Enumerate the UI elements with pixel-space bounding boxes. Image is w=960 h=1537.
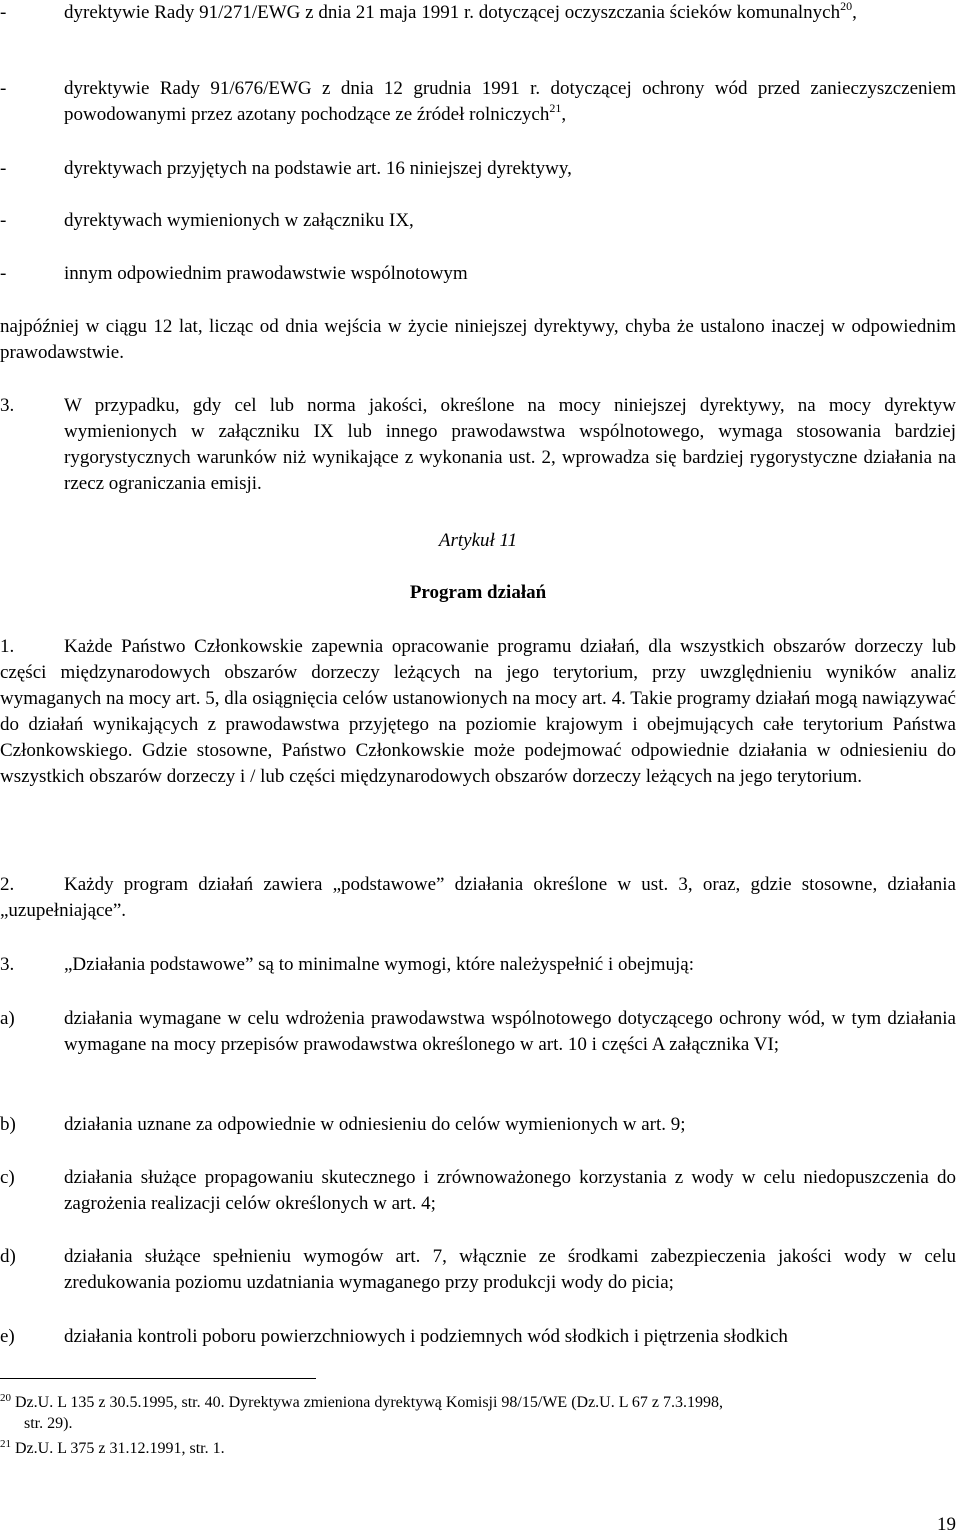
paragraph-text: Każdy program działań zawiera „podstawowe” działania określone w ust. 3, oraz, gdzie stosowne, działania „uzupełniające”. — [0, 874, 956, 921]
footnote-text: Dz.U. L 375 z 31.12.1991, str. 1. — [15, 1440, 225, 1457]
list-item — [0, 156, 956, 182]
footnote-text: Dz.U. L 135 z 30.5.1995, str. 40. Dyrektywa zmieniona dyrektywą Komisji 98/15/WE (Dz.U. L 67 z 7.3.1998, — [15, 1394, 724, 1411]
list-item — [0, 1006, 956, 1058]
list-item — [0, 1165, 956, 1217]
list-item — [0, 261, 956, 287]
paragraph-number: 1. — [0, 636, 15, 657]
article-paragraph-3 — [0, 952, 956, 978]
list-item-text: działania uznane za odpowiednie w odniesieniu do celów wymienionych w art. 9; — [64, 1114, 686, 1135]
paragraph-text: Każde Państwo Członkowskie zapewnia opracowanie programu działań, dla wszystkich obszarów dorzeczy lub części międzynarodowych obszarów dorzeczy leżących na jego terytorium, przy uwzględnieniu wyników analiz wymaganych na mocy art. 5, dla osiągnięcia celów ustanowionych na mocy art. 4. Takie programy działań mogą nawiązywać do działań wynikających z prawodawstwa przyjętego na poziomie krajowym i obejmujących całe terytorium Państwa Członkowskiego. Gdzie stosowne, Państwo Członkowskie może podejmować odpowiednie działania w odniesieniu do wszystkich obszarów dorzeczy i / lub części międzynarodowych obszarów dorzeczy leżących na jego terytorium. — [0, 636, 956, 787]
list-item-text: dyrektywie Rady 91/271/EWG z dnia 21 maja 1991 r. dotyczącej oczyszczania ścieków komunalnych — [64, 2, 841, 23]
paragraph-number: 2. — [0, 874, 15, 895]
list-marker: c) — [0, 1167, 15, 1188]
article-subtitle: Program działań — [409, 582, 547, 603]
paragraph-number: 3. — [0, 395, 15, 416]
list-marker: - — [0, 263, 7, 284]
footnote-text-continuation: str. 29). — [24, 1415, 73, 1432]
list-item — [0, 208, 956, 234]
paragraph-text: W przypadku, gdy cel lub norma jakości, określone na mocy niniejszej dyrektywy, na mocy dyrektyw wymienionych w załączniku IX lub innego prawodawstwa wspólnotowego, wymaga stosowania bardziej rygorystycznych warunków niż wynikające z wykonania ust. 2, wprowadza się bardziej rygorystyczne działania na rzecz ograniczania emisji. — [64, 395, 956, 494]
footnote — [0, 1392, 956, 1434]
list-marker: d) — [0, 1246, 16, 1267]
paragraph-deadline: najpóźniej w ciągu 12 lat, licząc od dnia wejścia w życie niniejszej dyrektywy, chyba że ustalono inaczej w odpowiednim prawodawstwie. — [0, 316, 956, 363]
article-paragraph-1 — [0, 634, 956, 790]
paragraph-number: 3. — [0, 954, 15, 975]
list-item-text: działania kontroli poboru powierzchniowych i podziemnych wód słodkich i piętrzenia słodkich — [64, 1326, 788, 1347]
list-marker: - — [0, 158, 7, 179]
footnote-ref[interactable]: 21 — [549, 101, 562, 115]
list-item: - dyrektywie Rady 91/676/EWG z dnia 12 grudnia 1991 r. dotyczącej ochrony wód przed zanieczyszczeniem powodowanymi przez azotany pochodzące ze źródeł rolniczych$^{21}$, — [0, 76, 956, 128]
list-marker: - — [0, 78, 7, 99]
list-item-text: dyrektywach wymienionych w załączniku IX, — [64, 210, 414, 231]
list-marker: a) — [0, 1008, 15, 1029]
list-item-text: działania służące spełnieniu wymogów art. 7, włącznie ze środkami zabezpieczenia jakości wody w celu zredukowania poziomu uzdatniania wymaganego przy produkcji wody do picia; — [64, 1246, 956, 1293]
list-marker: b) — [0, 1114, 16, 1135]
list-item — [0, 1324, 956, 1350]
list-item-text: dyrektywach przyjętych na podstawie art. 16 niniejszej dyrektywy, — [64, 158, 572, 179]
article-paragraph-2 — [0, 872, 956, 924]
footnote-number: 20 — [0, 1392, 11, 1404]
page-number: 19 — [937, 1514, 956, 1535]
list-marker: - — [0, 2, 7, 23]
footnote — [0, 1438, 956, 1459]
footnote-divider — [0, 1378, 316, 1379]
article-title: Artykuł 11 — [438, 530, 518, 551]
list-item-text: dyrektywie Rady 91/676/EWG z dnia 12 grudnia 1991 r. dotyczącej ochrony wód przed zanieczyszczeniem powodowanymi przez azotany pochodzące ze źródeł rolniczych — [64, 78, 956, 125]
list-marker: e) — [0, 1326, 15, 1347]
list-item — [0, 1112, 956, 1138]
paragraph-3 — [0, 393, 956, 497]
paragraph-text: „Działania podstawowe” są to minimalne wymogi, które należyspełnić i obejmują: — [64, 954, 694, 975]
list-item-text: działania służące propagowaniu skutecznego i zrównoważonego korzystania z wody w celu niedopuszczenia do zagrożenia realizacji celów określonych w art. 4; — [64, 1167, 956, 1214]
list-item: - dyrektywie Rady 91/271/EWG z dnia 21 maja 1991 r. dotyczącej oczyszczania ścieków komunalnych$^{20}$, — [0, 0, 956, 26]
list-marker: - — [0, 210, 7, 231]
footnote-number: 21 — [0, 1438, 11, 1450]
list-item-text: działania wymagane w celu wdrożenia prawodawstwa wspólnotowego dotyczącego ochrony wód, w tym działania wymagane na mocy przepisów prawodawstwa określonego w art. 10 i części A załącznika VI; — [64, 1008, 956, 1055]
footnote-ref[interactable]: 20 — [840, 0, 853, 13]
list-item-text: innym odpowiednim prawodawstwie wspólnotowym — [64, 263, 468, 284]
list-item — [0, 1244, 956, 1296]
